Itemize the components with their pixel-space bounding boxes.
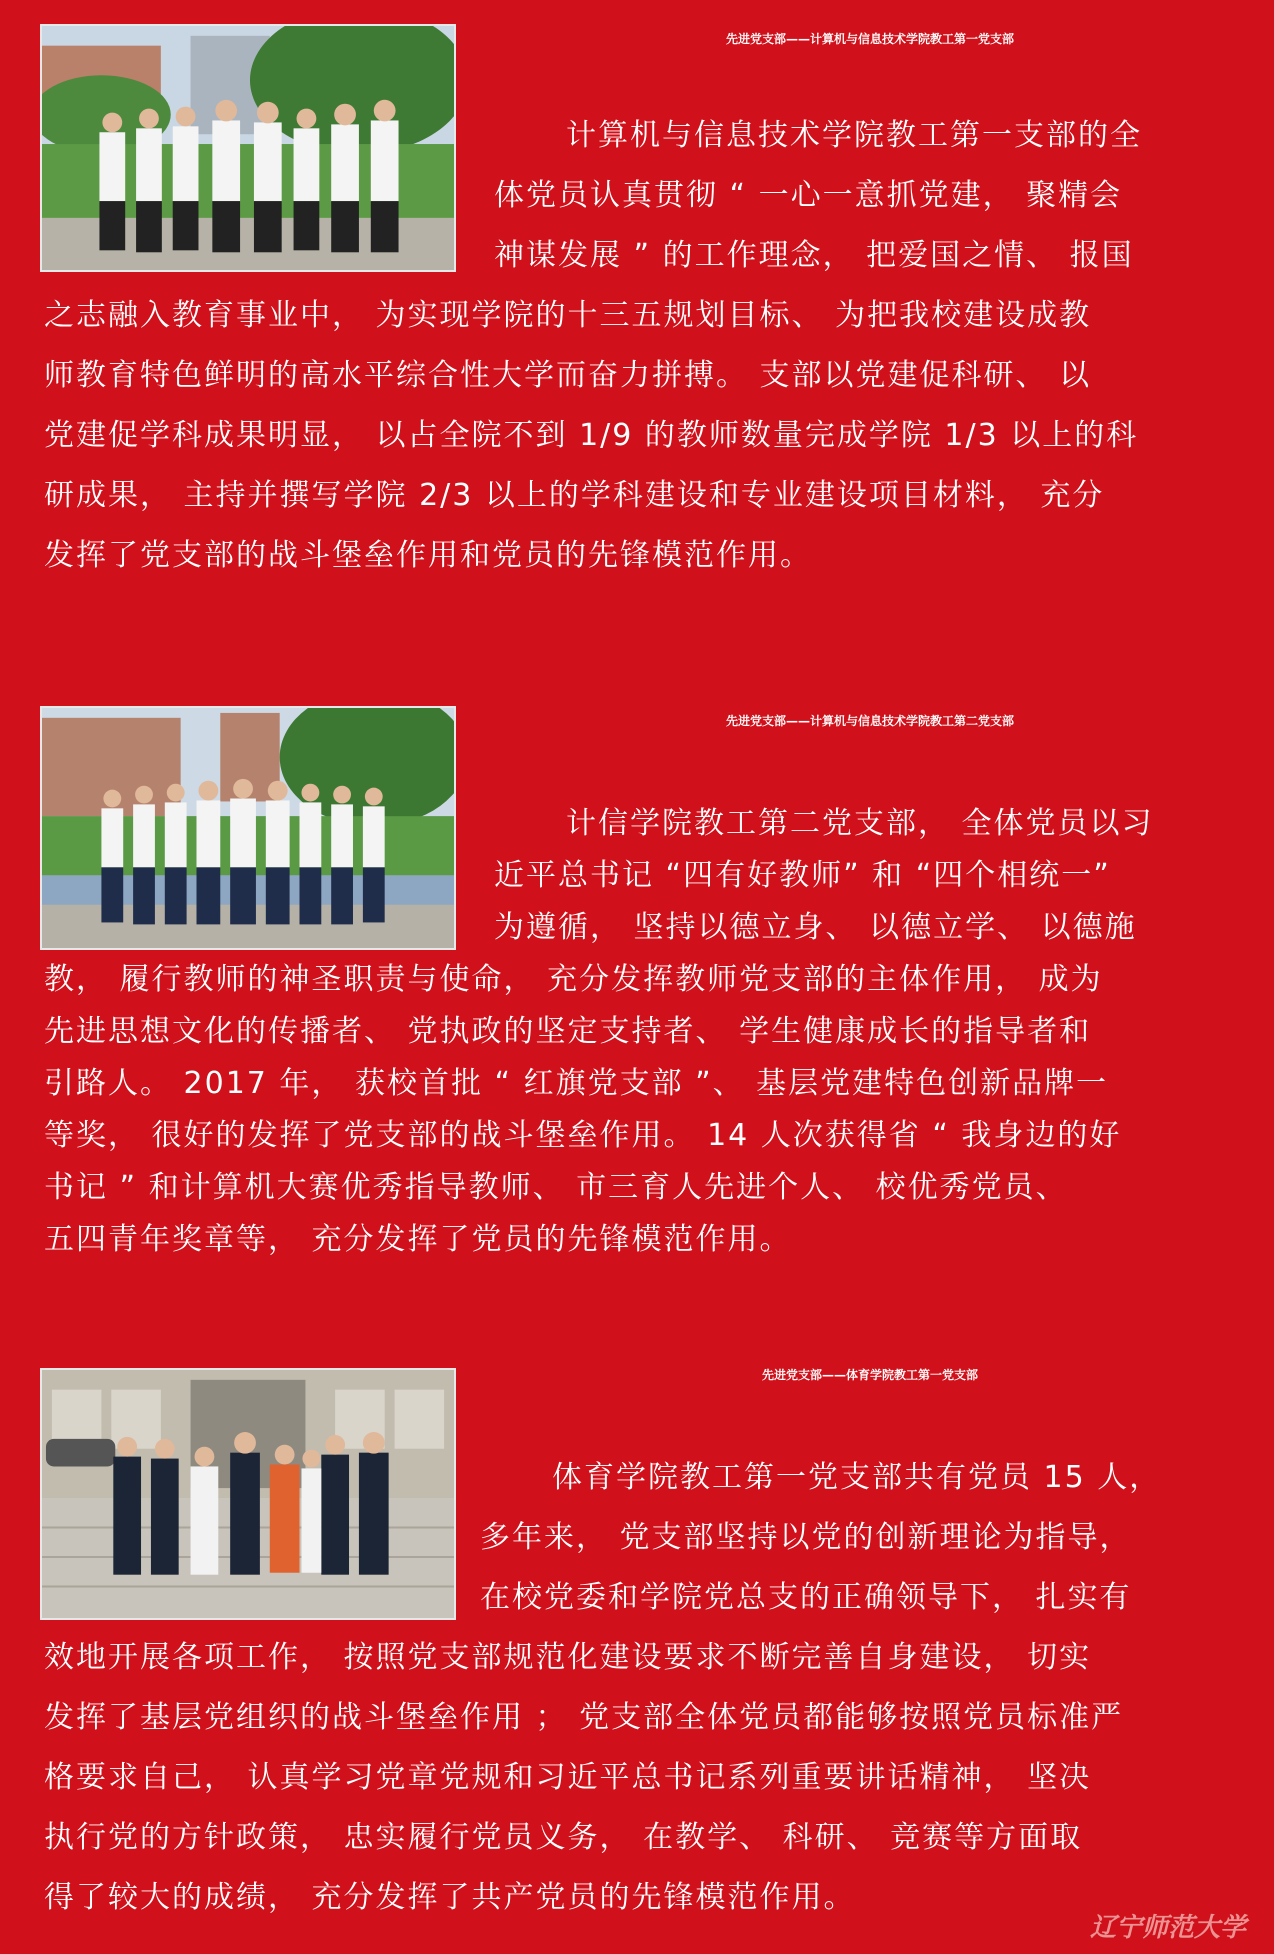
- section-2-line: 教， 履行教师的神圣职责与使命， 充分发挥教师党支部的主体作用， 成为: [44, 962, 1103, 997]
- section-3-title: 先进党支部——体育学院教工第一党支部: [761, 1368, 978, 1382]
- university-watermark: 辽宁师范大学: [1089, 1913, 1246, 1943]
- group-photo-1: [40, 24, 456, 272]
- section-3-line: 发挥了基层党组织的战斗堡垒作用 ； 党支部全体党员都能够按照党员标准严: [44, 1700, 1124, 1735]
- section-1-line: 党建促学科成果明显， 以占全院不到 1/9 的教师数量完成学院 1/3 以上的科: [44, 418, 1139, 453]
- section-3-line: 在校党委和学院党总支的正确领导下， 扎实有: [480, 1580, 1132, 1615]
- section-1-line: 研成果， 主持并撰写学院 2/3 以上的学科建设和专业建设项目材料， 充分: [44, 478, 1105, 513]
- section-3-line: 效地开展各项工作， 按照党支部规范化建设要求不断完善自身建设， 切实: [44, 1640, 1092, 1675]
- section-2-line: 先进思想文化的传播者、 党执政的坚定支持者、 学生健康成长的指导者和: [44, 1014, 1092, 1049]
- section-1-line: 之志融入教育事业中， 为实现学院的十三五规划目标、 为把我校建设成教: [44, 298, 1092, 333]
- section-3-line: 体育学院教工第一党支部共有党员 15 人，: [552, 1460, 1162, 1495]
- section-2-line: 五四青年奖章等， 充分发挥了党员的先锋模范作用。: [44, 1222, 792, 1257]
- section-3-line: 多年来， 党支部坚持以党的创新理论为指导，: [480, 1520, 1132, 1555]
- section-2-line: 为遵循， 坚持以德立身、 以德立学、 以德施: [494, 910, 1137, 945]
- section-2-title: 先进党支部——计算机与信息技术学院教工第二党支部: [725, 714, 1014, 728]
- section-3-line: 得了较大的成绩， 充分发挥了共产党员的先锋模范作用。: [44, 1880, 856, 1915]
- section-2-line: 计信学院教工第二党支部， 全体党员以习: [566, 806, 1154, 841]
- section-3-line: 格要求自己， 认真学习党章党规和习近平总书记系列重要讲话精神， 坚决: [44, 1760, 1092, 1795]
- section-2-line: 引路人。 2017 年， 获校首批 “ 红旗党支部 ”、 基层党建特色创新品牌一: [44, 1066, 1109, 1101]
- section-1-line: 计算机与信息技术学院教工第一支部的全: [566, 118, 1142, 153]
- section-1-line: 发挥了党支部的战斗堡垒作用和党员的先锋模范作用。: [44, 538, 812, 573]
- section-1-line: 神谋发展 ” 的工作理念， 把爱国之情、 报国: [494, 238, 1134, 273]
- group-photo-2: [40, 706, 456, 950]
- group-photo-3: [40, 1368, 456, 1620]
- section-3-line: 执行党的方针政策， 忠实履行党员义务， 在教学、 科研、 竞赛等方面取: [44, 1820, 1083, 1855]
- section-2-line: 等奖， 很好的发挥了党支部的战斗堡垒作用。 14 人次获得省 “ 我身边的好: [44, 1118, 1122, 1153]
- section-2-line: 近平总书记 “四有好教师” 和 “四个相统一”: [494, 858, 1111, 893]
- section-1-line: 体党员认真贯彻 “ 一心一意抓党建， 聚精会: [494, 178, 1123, 213]
- section-1-title: 先进党支部——计算机与信息技术学院教工第一党支部: [725, 32, 1014, 46]
- section-1-line: 师教育特色鲜明的高水平综合性大学而奋力拼搏。 支部以党建促科研、 以: [44, 358, 1092, 393]
- section-2-line: 书记 ” 和计算机大赛优秀指导教师、 市三育人先进个人、 校优秀党员、: [44, 1170, 1068, 1205]
